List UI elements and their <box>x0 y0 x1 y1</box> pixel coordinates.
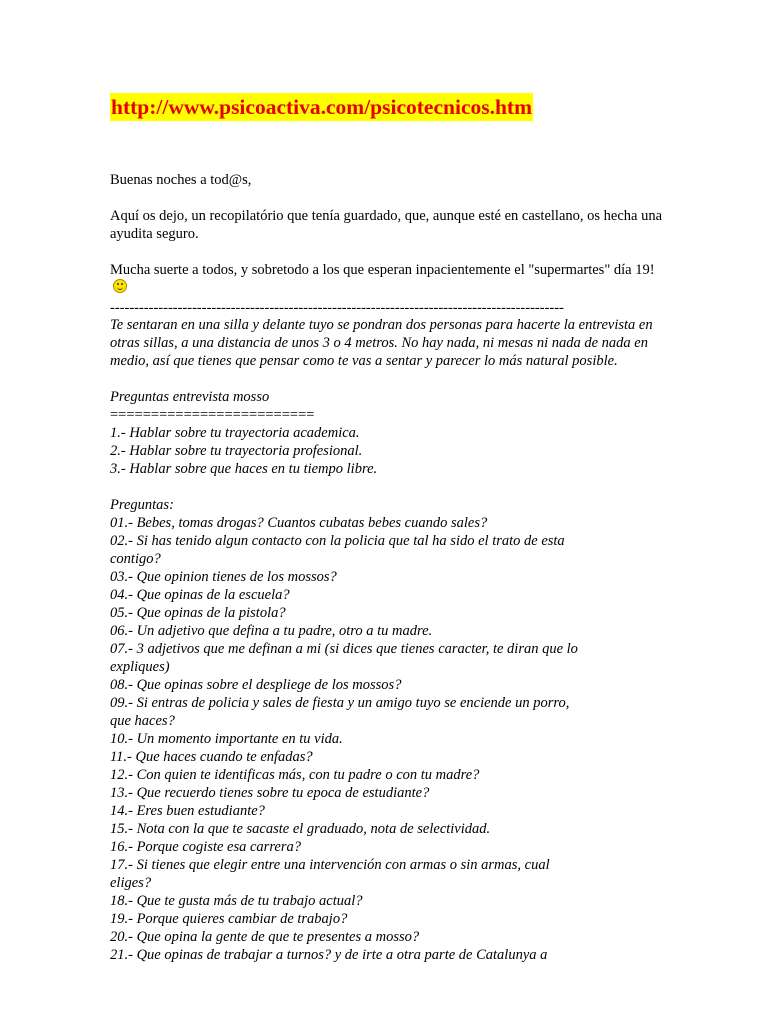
list-item: 06.- Un adjetivo que defina a tu padre, otro a tu madre. <box>110 623 433 639</box>
document-body <box>110 90 670 964</box>
list-item: 04.- Que opinas de la escuela? <box>110 587 290 603</box>
list-item: 18.- Que te gusta más de tu trabajo actual? <box>110 893 363 909</box>
section-title: Preguntas entrevista mosso <box>110 389 270 405</box>
list-item: 13.- Que recuerdo tienes sobre tu epoca de estudiante? <box>110 785 430 801</box>
list-item: 20.- Que opina la gente de que te presentes a mosso? <box>110 929 420 945</box>
list-item: 01.- Bebes, tomas drogas? Cuantos cubatas bebes cuando sales? <box>110 515 488 531</box>
list-item: 05.- Que opinas de la pistola? <box>110 605 286 621</box>
intro-paragraph: Aquí os dejo, un recopilatório que tenía guardado, que, aunque esté en castellano, os hecha una ayudita seguro. <box>110 208 663 242</box>
question-list <box>110 514 670 964</box>
url-heading <box>110 90 670 127</box>
list-item: 2.- Hablar sobre tu trayectoria profesional. <box>110 443 363 459</box>
list-item: 02.- Si has tenido algun contacto con la policia que tal ha sido el trato de esta contigo? <box>110 533 565 567</box>
list-item: 17.- Si tienes que elegir entre una intervención con armas o sin armas, cual eliges? <box>110 857 550 891</box>
list-item: 03.- Que opinion tienes de los mossos? <box>110 569 337 585</box>
good-luck-text: Mucha suerte a todos, y sobretodo a los que esperan inpacientemente el "supermartes" día 19! <box>110 262 655 278</box>
questions-heading: Preguntas: <box>110 497 174 513</box>
interview-description: Te sentaran en una silla y delante tuyo se pondran dos personas para hacerte la entrevista en otras sillas, a una distancia de unos 3 o 4 metros. No hay nada, ni mesas ni nada de nada en medio, así que tienes que pensar como te vas a sentar y parecer lo más natural posible. <box>110 317 653 369</box>
list-item: 11.- Que haces cuando te enfadas? <box>110 749 313 765</box>
list-item: 14.- Eres buen estudiante? <box>110 803 265 819</box>
list-item: 16.- Porque cogiste esa carrera? <box>110 839 302 855</box>
wink-smiley-icon <box>113 279 127 293</box>
good-luck-paragraph <box>110 261 670 300</box>
list-item: 15.- Nota con la que te sacaste el graduado, nota de selectividad. <box>110 821 491 837</box>
intro-question-list <box>110 424 670 478</box>
list-item: 10.- Un momento importante en tu vida. <box>110 731 343 747</box>
psicoactiva-link[interactable]: http://www.psicoactiva.com/psicotecnicos.htm <box>111 95 533 119</box>
list-item: 21.- Que opinas de trabajar a turnos? y de irte a otra parte de Catalunya a <box>110 947 548 963</box>
list-item: 07.- 3 adjetivos que me definan a mi (si dices que tienes caracter, te diran que lo expliques) <box>110 641 578 675</box>
list-item: 09.- Si entras de policia y sales de fiesta y un amigo tuyo se enciende un porro, que haces? <box>110 695 570 729</box>
list-item: 19.- Porque quieres cambiar de trabajo? <box>110 911 348 927</box>
list-item: 1.- Hablar sobre tu trayectoria academica. <box>110 425 360 441</box>
list-item: 3.- Hablar sobre que haces en tu tiempo libre. <box>110 461 378 477</box>
list-item: 08.- Que opinas sobre el despliege de los mossos? <box>110 677 402 693</box>
dashed-separator: ---------------------------------------------------------------------------------------------- <box>110 300 564 316</box>
greeting-text: Buenas noches a tod@s, <box>110 172 252 188</box>
section-underline: ========================= <box>110 407 315 423</box>
list-item: 12.- Con quien te identificas más, con tu padre o con tu madre? <box>110 767 480 783</box>
